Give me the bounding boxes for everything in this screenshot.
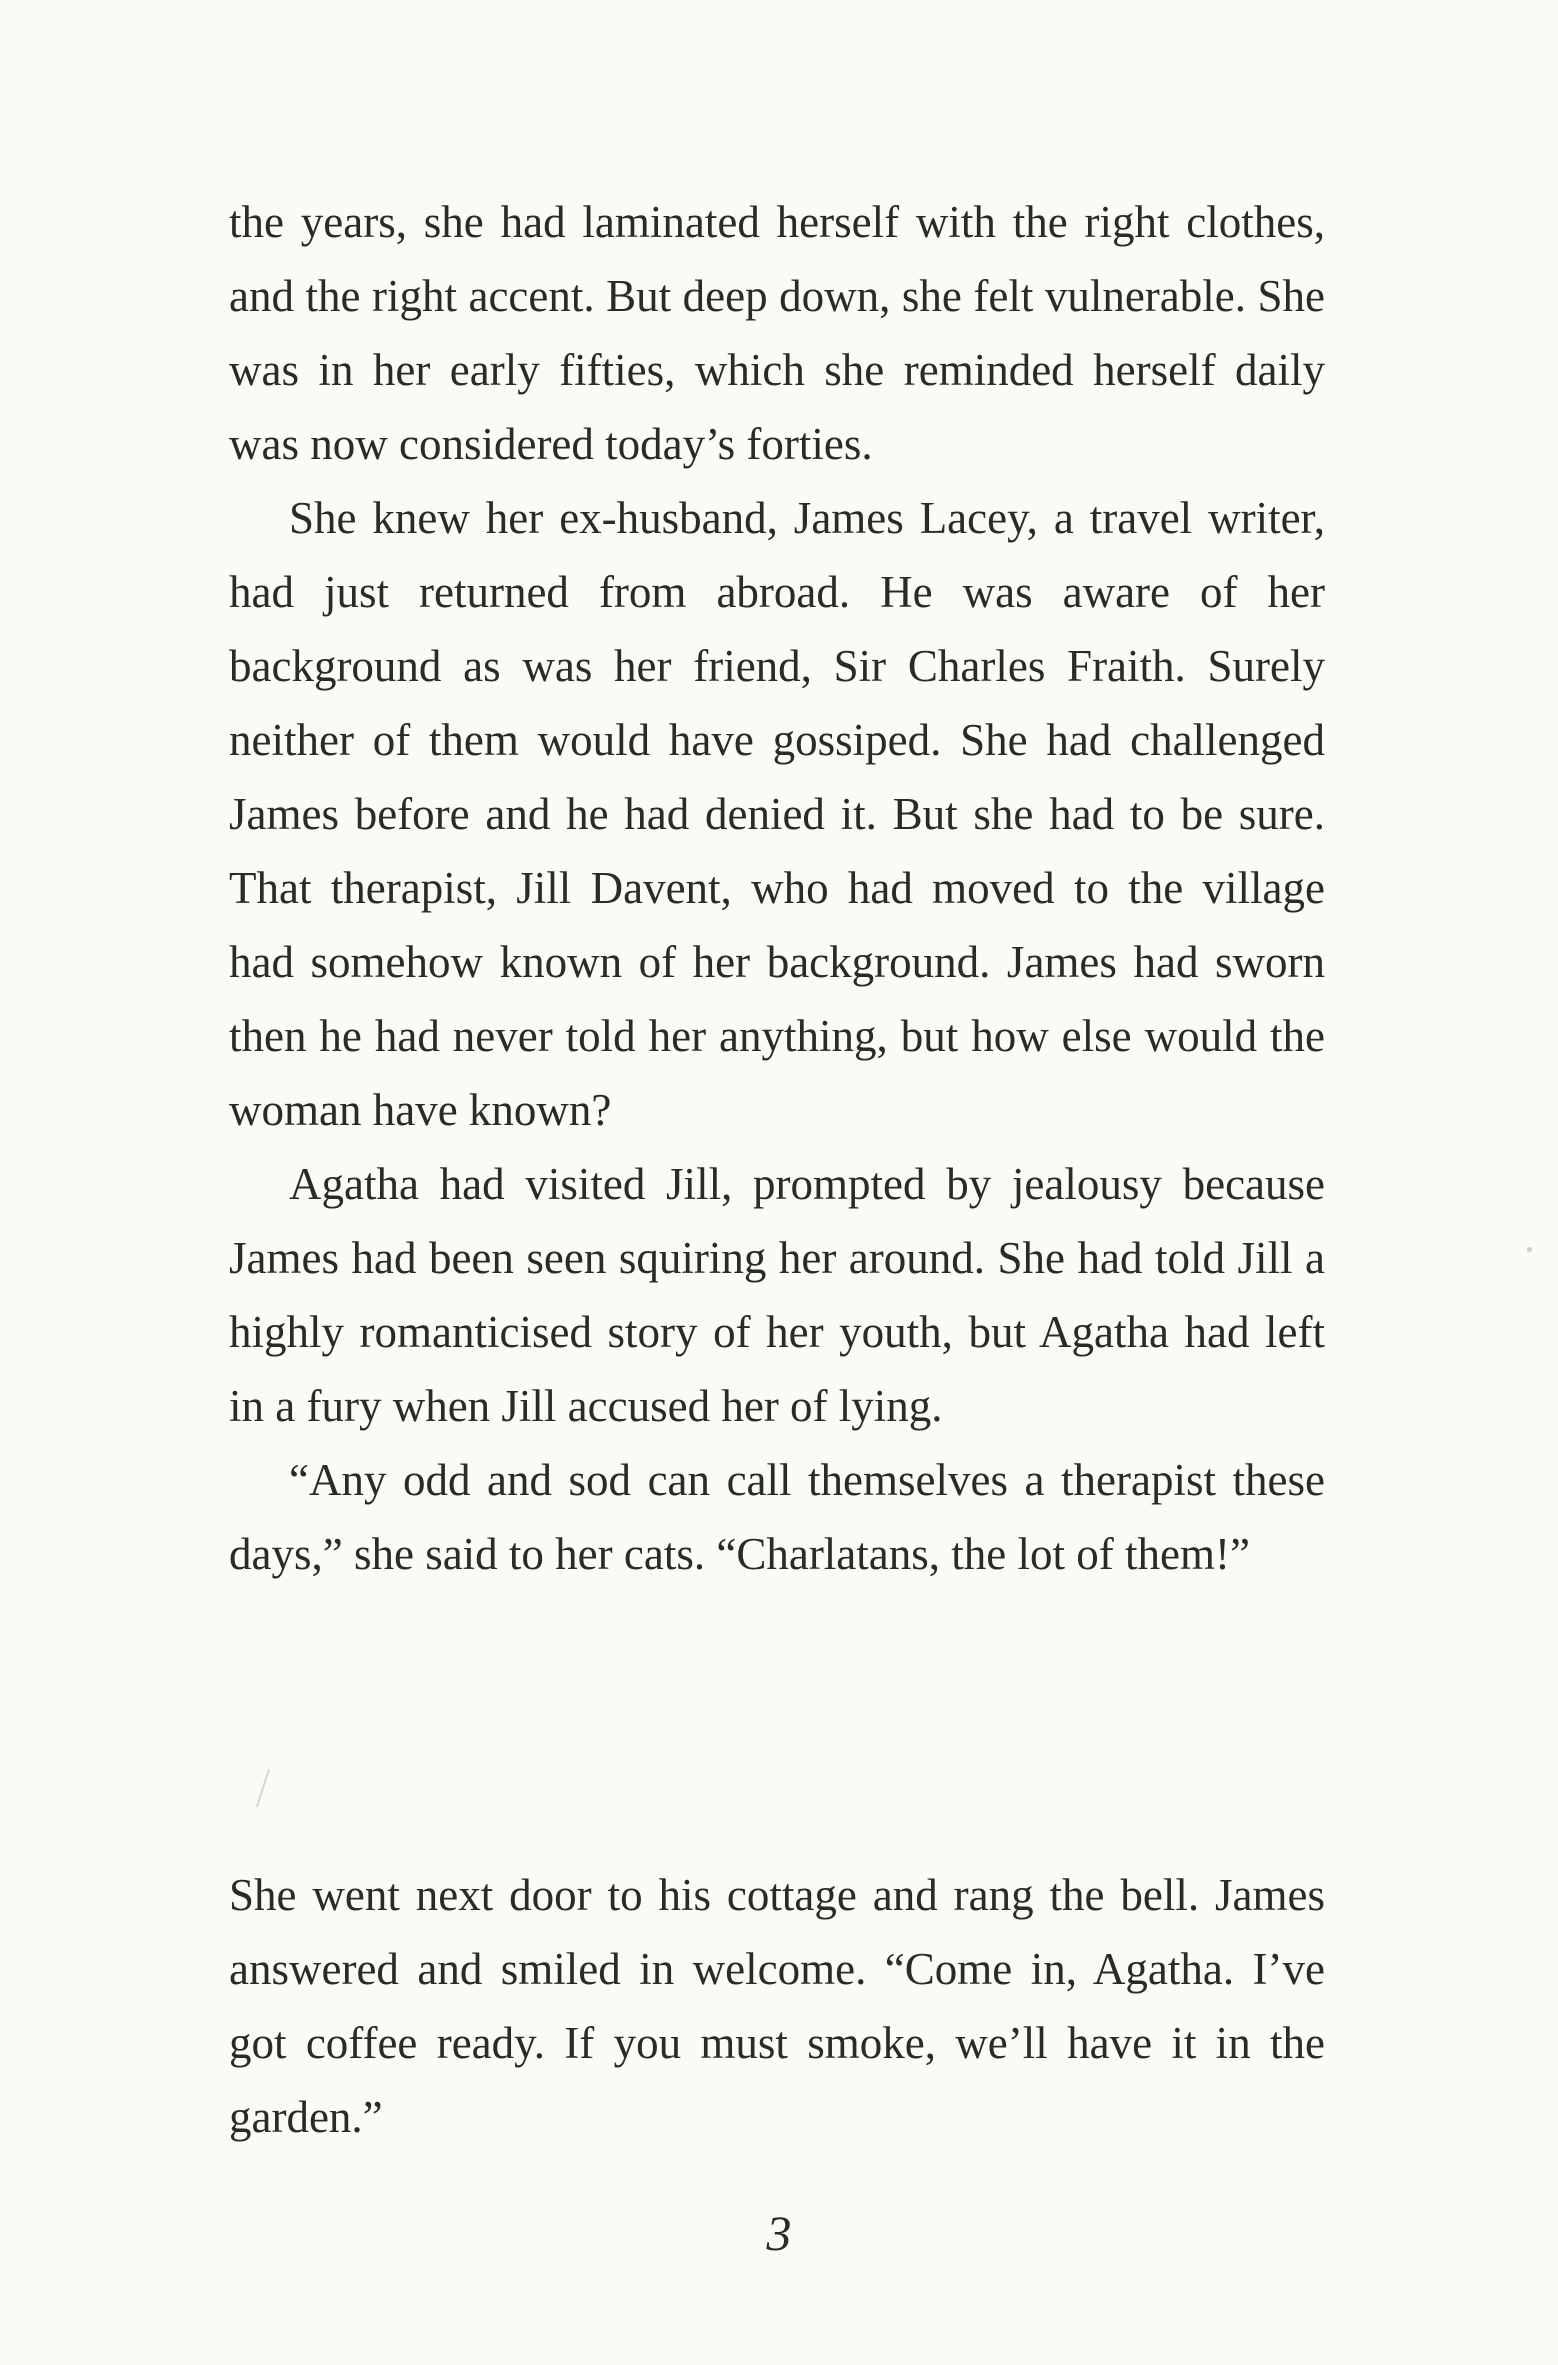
paragraph: She knew her ex-husband, James Lacey, a travel writer, had just returned from abroad. He was aware of her background as was her friend, Sir Charles Fraith. Surely neither of them would have gossiped. She had challenged James before and he had denied it. But she had to be sure. That therapist, Jill Davent, who had moved to the village had somehow known of her background. James had sworn then he had never told her anything, but how else would the woman have known? [229, 493, 1325, 1135]
text-block-bottom [229, 1858, 1325, 2154]
text-block-top [229, 185, 1325, 1591]
scan-artifact-dot [1527, 1247, 1532, 1252]
paragraph: the years, she had laminated herself with the right clothes, and the right accent. But deep down, she felt vulnerable. She was in her early fifties, which she reminded herself daily was now considered today’s forties. [229, 197, 1325, 469]
paragraph: “Any odd and sod can call themselves a therapist these days,” she said to her cats. “Charlatans, the lot of them!” [229, 1455, 1325, 1579]
paragraph: She went next door to his cottage and rang the bell. James answered and smiled in welcome. “Come in, Agatha. I’ve got coffee ready. If you must smoke, we’ll have it in the garden.” [229, 1870, 1325, 2142]
scan-artifact [256, 1769, 270, 1808]
page-number: 3 [766, 2205, 792, 2261]
paragraph: Agatha had visited Jill, prompted by jealousy because James had been seen squiring her around. She had told Jill a highly romanticised story of her youth, but Agatha had left in a fury when Jill accused her of lying. [229, 1159, 1325, 1431]
